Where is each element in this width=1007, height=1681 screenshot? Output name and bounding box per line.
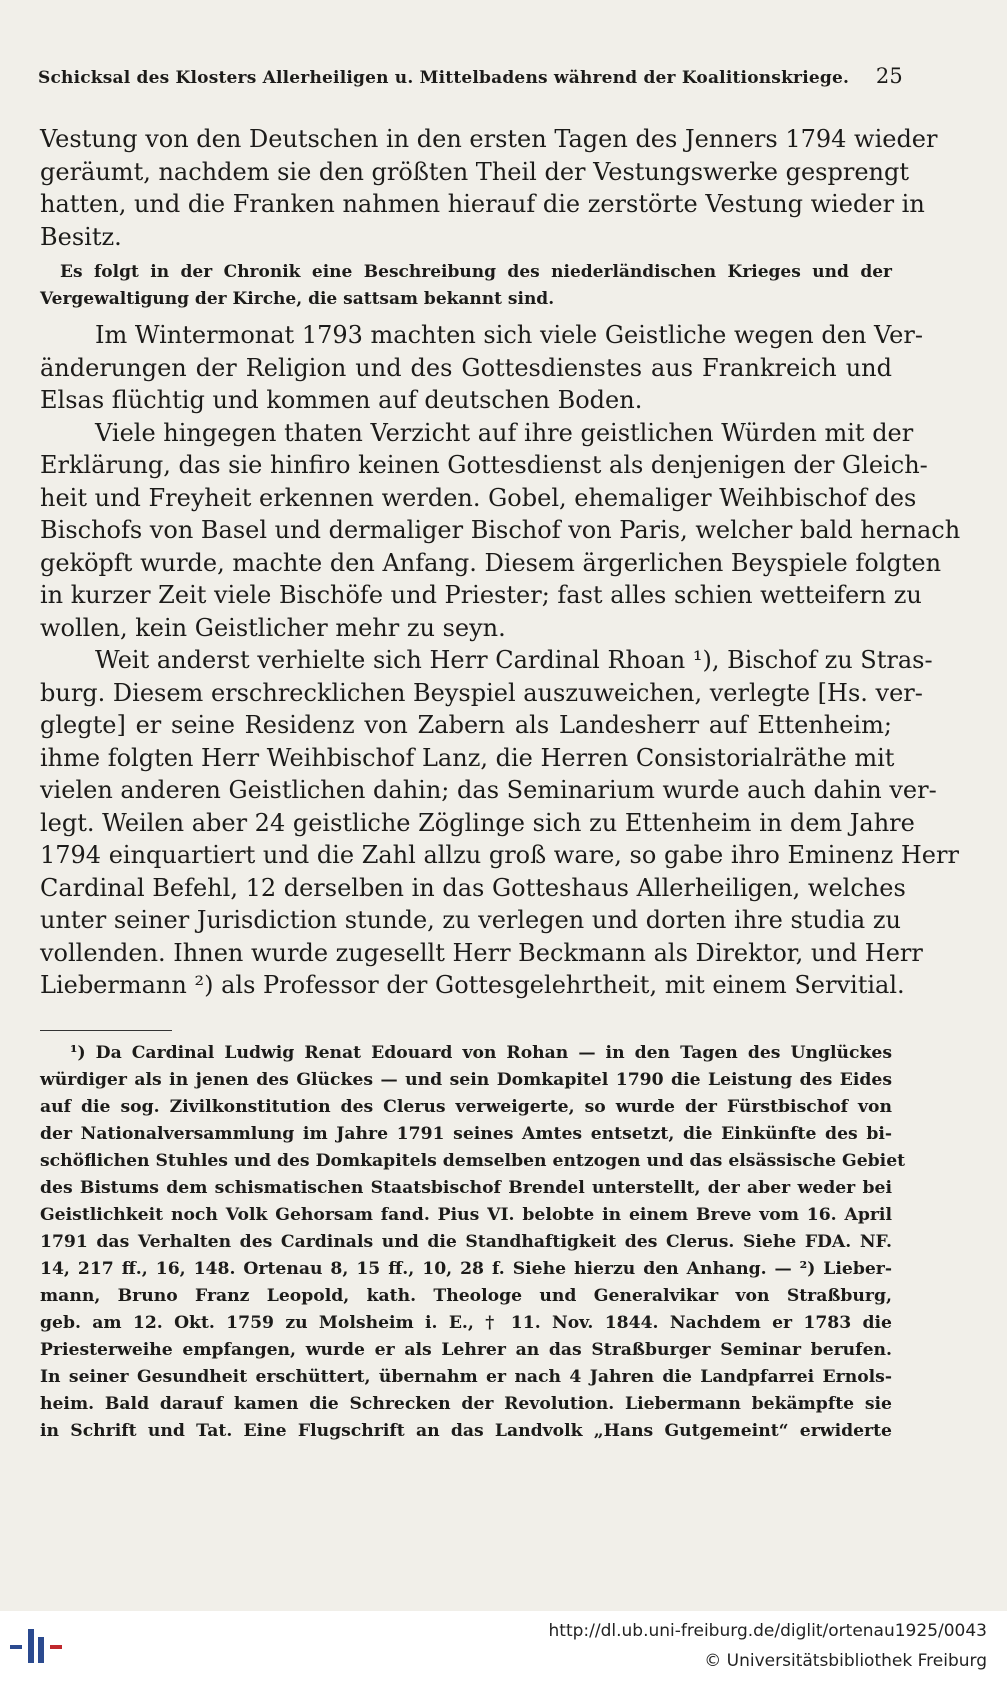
footnote-line: Geistlichkeit noch Volk Gehorsam fand. Pius VI. belobte in einem Breve vom 16. April — [40, 1205, 892, 1225]
text-line: glegte] er seine Residenz von Zabern als Landesherr auf Ettenheim; — [40, 711, 892, 739]
text-line: Viele hingegen thaten Verzicht auf ihre geistlichen Würden mit der — [95, 418, 914, 447]
text-line: Vestung von den Deutschen in den ersten Tagen des Jenners 1794 wieder — [40, 125, 938, 153]
footnote-line: 14, 217 ff., 16, 148. Ortenau 8, 15 ff., 10, 28 f. Siehe hierzu den Anhang. — ²) Lieber- — [40, 1259, 892, 1279]
viewer-footer — [0, 1611, 1007, 1681]
text-line: Liebermann ²) als Professor der Gottesgelehrtheit, mit einem Servitial. — [40, 971, 905, 999]
footnote-line: des Bistums dem schismatischen Staatsbischof Brendel unterstellt, der aber weder bei — [40, 1178, 892, 1198]
footnote-line: auf die sog. Zivilkonstitution des Clerus verweigerte, so wurde der Fürstbischof von — [40, 1097, 892, 1117]
footnote-line: 1791 das Verhalten des Cardinals und die Standhaftigkeit des Clerus. Siehe FDA. NF. — [40, 1232, 892, 1252]
source-url-link[interactable]: http://dl.ub.uni-freiburg.de/diglit/ortenau1925/0043 — [548, 1621, 987, 1641]
footnote-divider — [40, 1030, 172, 1031]
running-header — [38, 64, 903, 88]
text-line: änderungen der Religion und des Gottesdienstes aus Frankreich und — [40, 353, 892, 382]
footnote-line: in Schrift und Tat. Eine Flugschrift an das Landvolk „Hans Gutgemeint“ erwiderte — [40, 1421, 892, 1441]
text-line: Erklärung, das sie hinfiro keinen Gottesdienst als denjenigen der Gleich- — [40, 451, 928, 479]
ub-freiburg-logo-icon — [8, 1623, 64, 1669]
copyright-text: © Universitätsbibliothek Freiburg — [704, 1651, 987, 1671]
note-line: Vergewaltigung der Kirche, die sattsam bekannt sind. — [40, 289, 555, 309]
text-line: vielen anderen Geistlichen dahin; das Seminarium wurde auch dahin ver- — [40, 776, 937, 804]
note-line: Es folgt in der Chronik eine Beschreibung des niederländischen Krieges und der — [60, 262, 892, 282]
footnotes — [40, 1040, 906, 1445]
footnote-line: Priesterweihe empfangen, wurde er als Lehrer an das Straßburger Seminar berufen. — [40, 1340, 892, 1360]
text-line: wollen, kein Geistlicher mehr zu seyn. — [40, 613, 506, 642]
text-line: Elsas flüchtig und kommen auf deutschen Boden. — [40, 386, 643, 414]
text-line: hatten, und die Franken nahmen hierauf die zerstörte Vestung wieder in — [40, 190, 925, 218]
text-line: heit und Freyheit erkennen werden. Gobel, ehemaliger Weihbischof des — [40, 483, 917, 512]
text-line: Weit anderst verhielte sich Herr Cardinal Rhoan ¹), Bischof zu Stras- — [95, 646, 933, 674]
footnote-line: würdiger als in jenen des Glückes — und sein Domkapitel 1790 die Leistung des Eides — [40, 1070, 892, 1090]
paragraph — [40, 644, 959, 1002]
main-text — [40, 123, 961, 1002]
text-line: unter seiner Jurisdiction stunde, zu verlegen und dorten ihre studia zu — [40, 906, 901, 934]
text-line: 1794 einquartiert und die Zahl allzu groß ware, so gabe ihro Eminenz Herr — [40, 841, 959, 869]
paragraph — [40, 417, 961, 645]
text-line: burg. Diesem erschrecklichen Beyspiel auszuweichen, verlegte [Hs. ver- — [40, 678, 923, 707]
text-line: geräumt, nachdem sie den größten Theil der Vestungswerke gesprengt — [40, 157, 909, 186]
footnote-line: mann, Bruno Franz Leopold, kath. Theologe und Generalvikar von Straßburg, — [40, 1286, 892, 1306]
text-line: Im Wintermonat 1793 machten sich viele Geistliche wegen den Ver- — [95, 321, 923, 349]
text-line: geköpft wurde, machte den Anfang. Diesem ärgerlichen Beyspiele folgten — [40, 548, 942, 577]
editor-note — [40, 259, 892, 313]
text-line: Bischofs von Basel und dermaliger Bischof von Paris, welcher bald hernach — [40, 516, 961, 544]
paragraph — [40, 123, 938, 253]
footnote-line: der Nationalversammlung im Jahre 1791 seines Amtes entsetzt, die Einkünfte des bi- — [40, 1124, 892, 1144]
footnote-line: heim. Bald darauf kamen die Schrecken der Revolution. Liebermann bekämpfte sie — [40, 1394, 892, 1414]
footnote-line: In seiner Gesundheit erschüttert, übernahm er nach 4 Jahren die Landpfarrei Ernols- — [40, 1367, 892, 1387]
text-line: vollenden. Ihnen wurde zugesellt Herr Beckmann als Direktor, und Herr — [40, 938, 923, 967]
text-line: Besitz. — [40, 222, 122, 251]
footnote-line: schöflichen Stuhles und des Domkapitels demselben entzogen und das elsässische Gebiet — [40, 1151, 906, 1171]
running-title: Schicksal des Klosters Allerheiligen u. Mittelbadens während der Koalitionskriege. — [38, 68, 850, 88]
footnote-line: geb. am 12. Okt. 1759 zu Molsheim i. E., † 11. Nov. 1844. Nachdem er 1783 die — [40, 1313, 892, 1333]
text-line: Cardinal Befehl, 12 derselben in das Gotteshaus Allerheiligen, welches — [40, 873, 906, 902]
text-line: ihme folgten Herr Weihbischof Lanz, die Herren Consistorialräthe mit — [40, 743, 895, 772]
paragraph — [40, 319, 923, 417]
text-line: legt. Weilen aber 24 geistliche Zöglinge sich zu Ettenheim in dem Jahre — [40, 808, 915, 837]
footnote-line: ¹) Da Cardinal Ludwig Renat Edouard von Rohan — in den Tagen des Unglückes — [70, 1043, 892, 1063]
text-line: in kurzer Zeit viele Bischöfe und Priester; fast alles schien wetteifern zu — [40, 581, 922, 609]
page-number: 25 — [875, 64, 903, 88]
